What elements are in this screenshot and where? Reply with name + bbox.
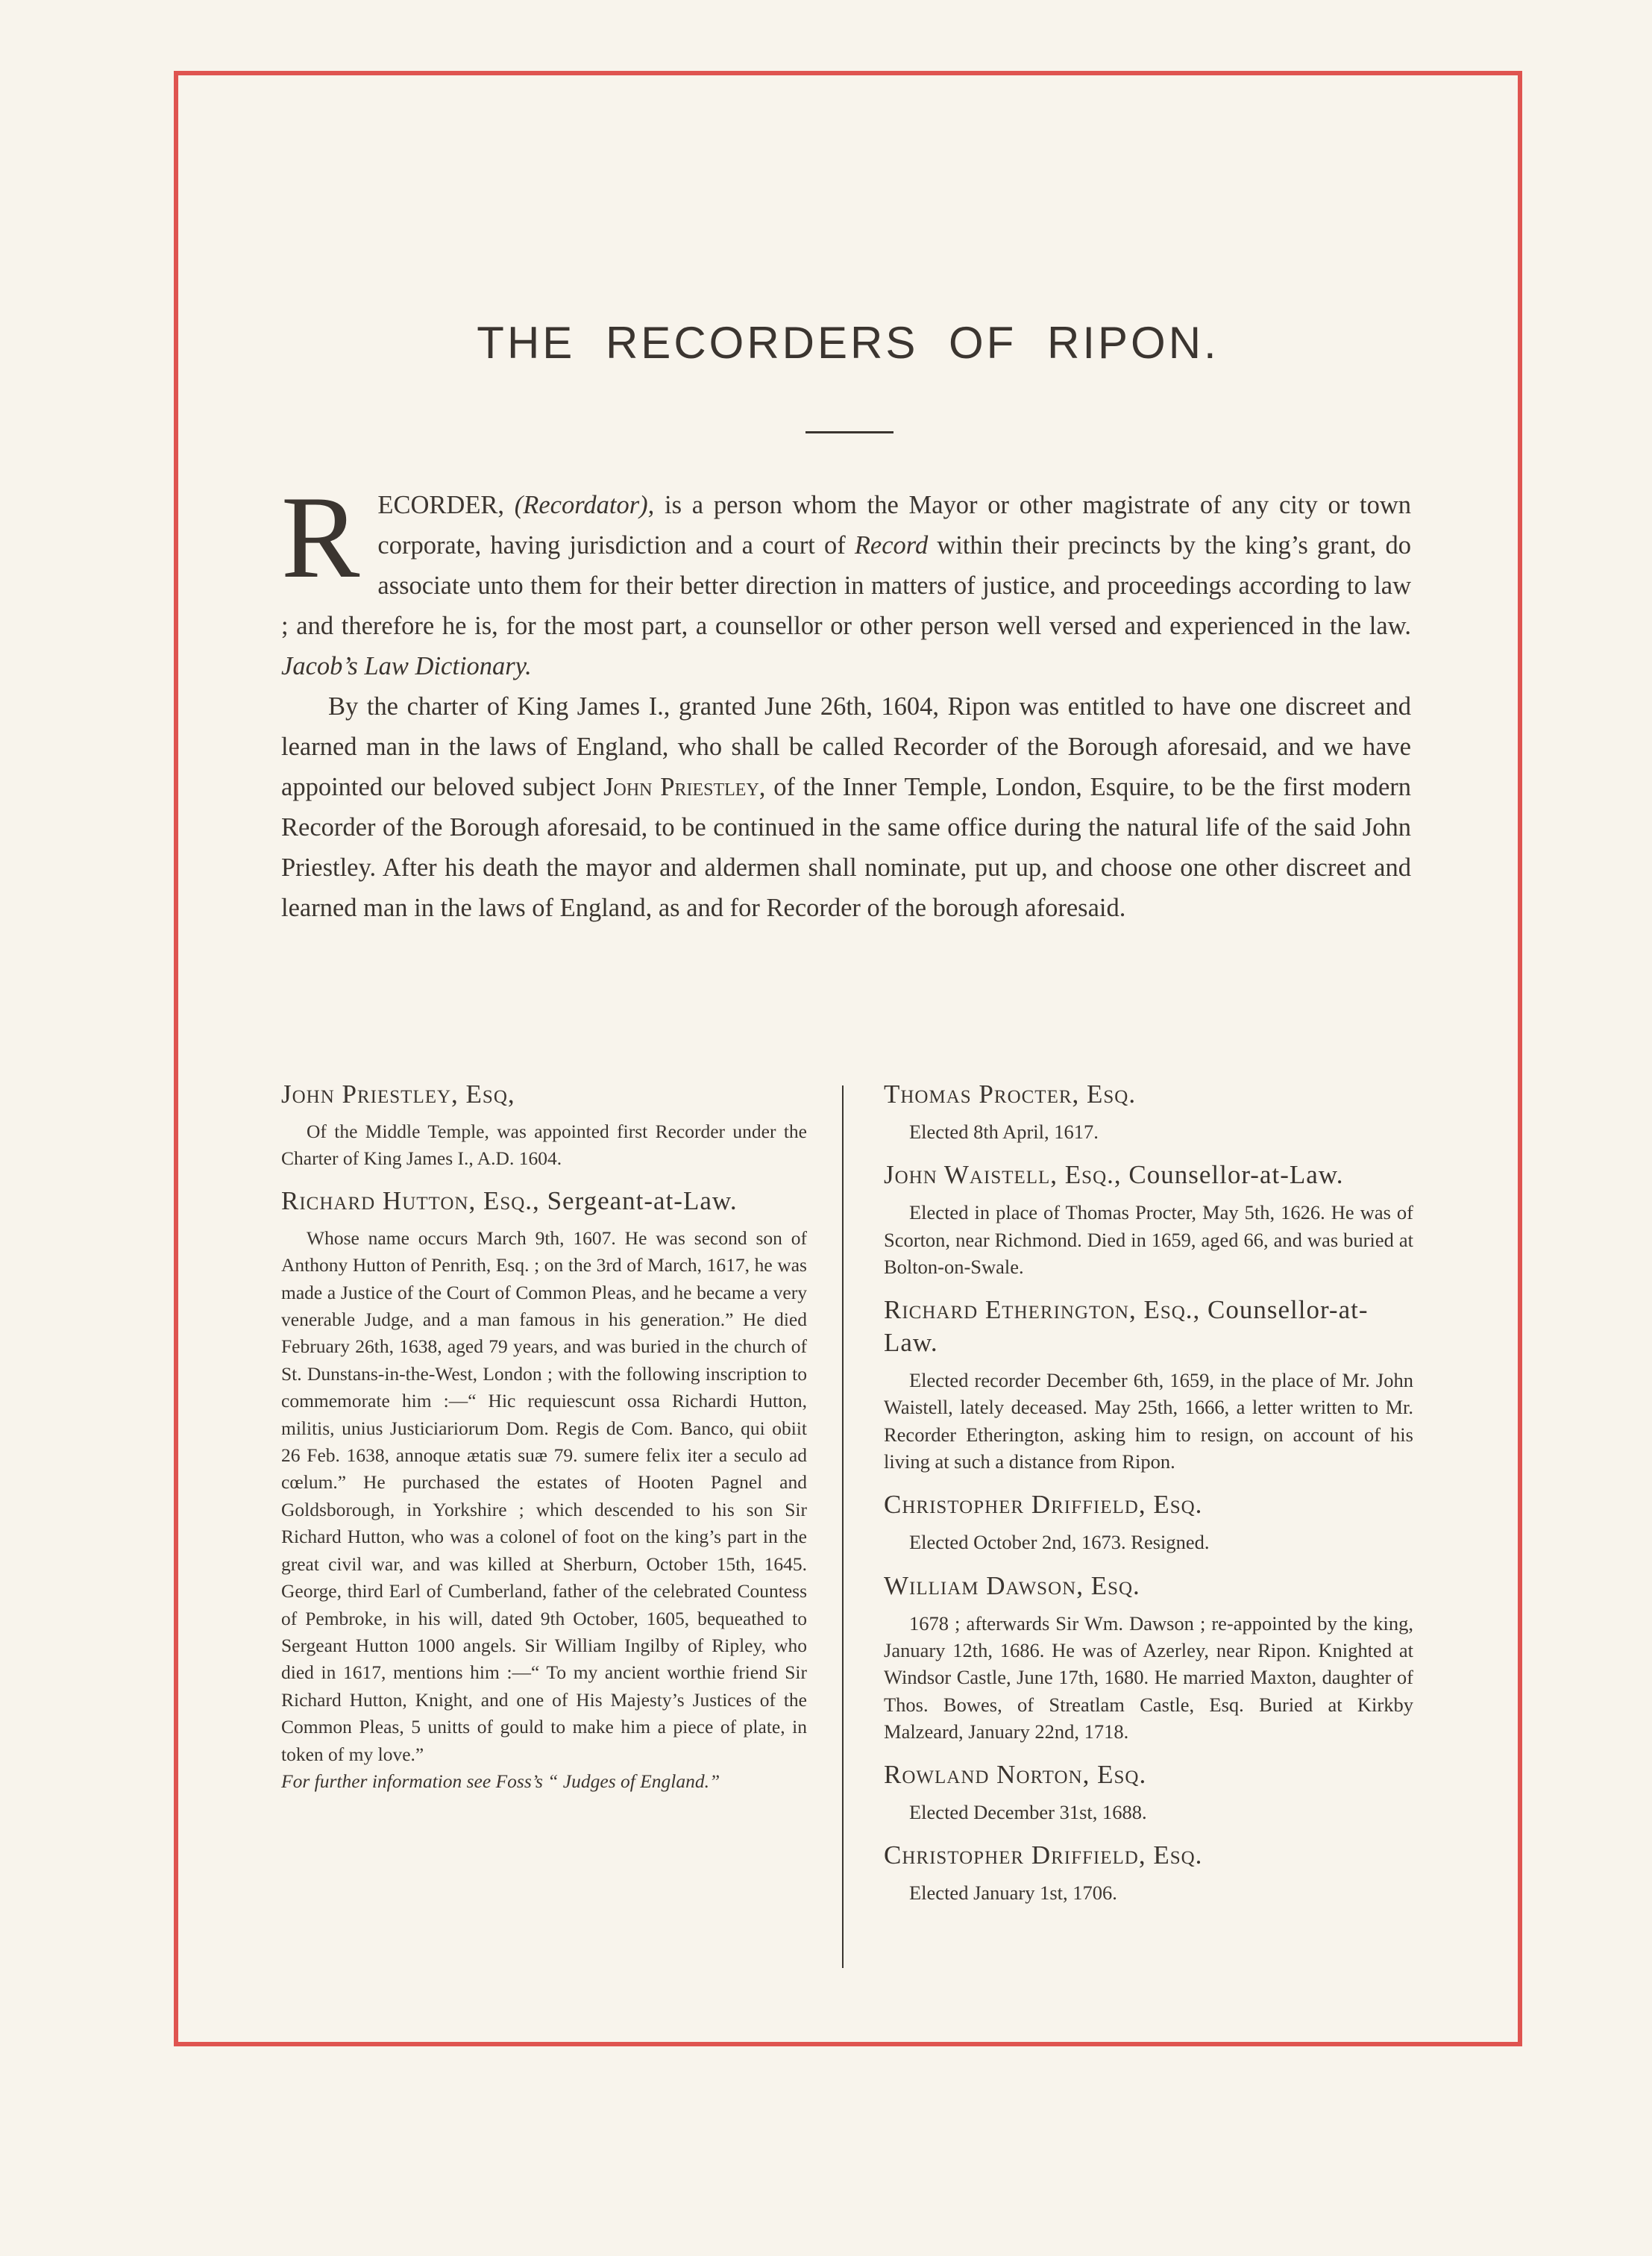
page-title: THE RECORDERS OF RIPON. [477,318,1219,368]
recorder-entry-norton [884,1758,1413,1826]
recorder-name: John Waistell, Esq., [884,1160,1122,1190]
recorder-description [281,1225,807,1796]
intro-record-word: Record [854,531,929,560]
intro-paragraph-2 [281,686,1411,928]
further-info-note: For further information see Foss’s “ Judges of England.” [281,1770,720,1792]
recorder-title: Counsellor-at-Law. [1128,1160,1344,1190]
recorder-description [884,1610,1413,1745]
recorder-text: Of the Middle Temple, was appointed first Recorder under the Charter of King James I., A.D. 1604. [281,1121,807,1170]
recorder-name: Thomas Procter, Esq. [884,1080,1137,1109]
recorder-name: Richard Hutton, Esq., [281,1185,540,1215]
right-column [884,1078,1413,1920]
recorder-text: Elected December 31st, 1688. [909,1801,1147,1824]
recorder-entry-priestley [281,1078,807,1173]
recorder-description [884,1118,1413,1145]
left-column [281,1078,807,1807]
recorder-entry-driffield-1673 [884,1488,1413,1555]
recorder-name: Rowland Norton, Esq. [884,1760,1147,1790]
intro-text [281,472,1412,928]
recorder-name-line [884,1294,1413,1359]
recorder-name: William Dawson, Esq. [884,1570,1140,1600]
recorder-title: Sergeant-at-Law. [547,1185,738,1215]
charter-name: John Priestley, [603,773,766,801]
recorder-description [884,1199,1413,1280]
charter-text-b: of the Inner Temple, London, Esquire, to be the first modern Recorder of the Borough aforesaid, to be continued in the same office during the natural life of the said John Priestley. After his death the mayor and aldermen shall nominate, put up, and choose one other discreet and learned man in the laws of England, as and for Recorder of the borough aforesaid. [281,773,1412,922]
charter-text-a: By the charter of King James I., granted June 26th, 1604, Ripon was entitled to have one discreet and learned man in the laws of England, who shall be called Recorder of the Borough aforesaid, and we have appointed our beloved subject [281,692,1411,801]
recorder-entry-etherington [884,1294,1413,1475]
recorder-text: Elected 8th April, 1617. [909,1121,1099,1143]
recorder-entry-procter [884,1078,1413,1145]
recorder-title: Counsellor-at-Law. [884,1295,1369,1358]
intro-paragraph-1 [281,472,1411,686]
recorder-name: Christopher Driffield, Esq. [884,1840,1203,1870]
recorder-entry-driffield-1706 [884,1839,1413,1906]
intro-definition-a: is a person whom the Mayor or other magistrate of any city or town corporate, having jurisdiction and a court of [377,491,1411,560]
recorder-description [884,1529,1413,1555]
drop-cap: R [281,472,360,603]
recorder-name: Richard Etherington, Esq., [884,1295,1201,1325]
recorder-text: Elected October 2nd, 1673. Resigned. [909,1531,1210,1554]
recorder-text: Elected recorder December 6th, 1659, in the place of Mr. John Waistell, lately deceased. May 25th, 1666, a letter written to Mr. Recorder Etherington, asking him to resign, on account of his living at such a distance from Ripon. [884,1369,1413,1473]
intro-latin-term: (Recordator), [514,491,655,519]
recorder-description [281,1118,807,1173]
recorder-text: Elected January 1st, 1706. [909,1881,1117,1905]
recorder-text: Elected in place of Thomas Procter, May 5th, 1626. He was of Scorton, near Richmond. Died in 1659, aged 66, and was buried at Bolton-on-Swale. [884,1201,1413,1278]
recorder-description [884,1879,1413,1906]
column-divider [842,1085,844,1968]
recorder-name: John Priestley, Esq, [281,1080,515,1109]
recorder-entry-hutton [281,1185,807,1796]
recorder-description [884,1367,1413,1475]
recorder-name: Christopher Driffield, Esq. [884,1490,1203,1520]
title-rule [805,431,893,433]
intro-definition-b: within their precincts by the king’s grant, do associate unto them for their better direction in matters of justice, and proceedings according to law ; and therefore he is, for the most part, a counsellor or other person well versed and experienced in the law. [281,531,1411,640]
recorder-description [884,1799,1413,1826]
intro-source: Jacob’s Law Dictionary. [281,652,532,680]
recorder-entry-waistell [884,1159,1413,1280]
recorder-text: Whose name occurs March 9th, 1607. He was second son of Anthony Hutton of Penrith, Esq. ; on the 3rd of March, 1617, he was made a Justice of the Court of Common Pleas, and he became a very venerable Judge, and a man famous in his generation.” He died February 26th, 1638, aged 79 years, and was buried in the church of St. Dunstans-in-the-West, London ; with the following inscription to commemorate him :—“ Hic requiescunt ossa Richardi Hutton, militis, unius Justiciariorum Dom. Regis de Com. Banco, qui obiit 26 Feb. 1638, annoque ætatis suæ 79. sumere felix iter a seculo ad cœlum.” He purchased the estates of Hooten Pagnel and Goldsborough, in Yorkshire ; which descended to his son Sir Richard Hutton, who was a colonel of foot on the king’s part in the great civil war, and was killed at Sherburn, October 15th, 1645. George, third Earl of Cumberland, father of the celebrated Countess of Pembroke, in his will, dated 9th October, 1605, bequeathed to Sergeant Hutton 1000 angels. Sir William Ingilby of Ripley, who died in 1617, mentions him :—“ To my ancient worthie friend Sir Richard Hutton, Knight, and one of His Majesty’s Justices of the Common Pleas, 5 unitts of gould to make him a piece of plate, in token of my love.” [281,1226,807,1765]
intro-recorder-word: ECORDER, [377,491,505,519]
recorder-name-line [281,1185,807,1218]
recorder-name-line [884,1159,1413,1191]
recorder-entry-dawson [884,1570,1413,1745]
recorder-text: 1678 ; afterwards Sir Wm. Dawson ; re-appointed by the king, January 12th, 1686. He was of Azerley, near Ripon. Knighted at Windsor Castle, June 17th, 1680. He married Maxton, daughter of Thos. Bowes, of Streatlam Castle, Esq. Buried at Kirkby Malzeard, January 22nd, 1718. [884,1611,1413,1743]
